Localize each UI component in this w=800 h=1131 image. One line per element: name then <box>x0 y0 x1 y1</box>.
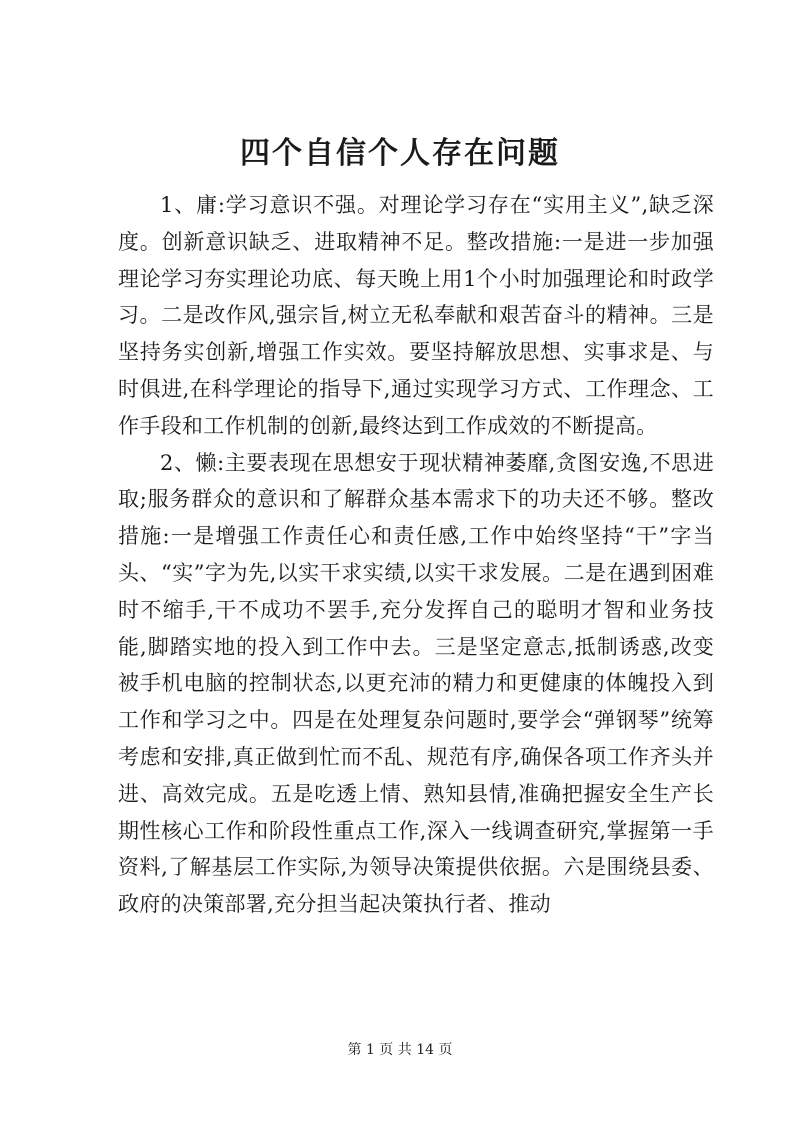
document-body <box>118 187 714 923</box>
document-title: 四个自信个人存在问题 <box>240 136 560 171</box>
paragraph-2: 2、懒:主要表现在思想安于现状精神萎靡,贪图安逸,不思进取;服务群众的意识和了解群众基本需求下的功夫还不够。整改措施:一是增强工作责任心和责任感,工作中始终坚持“干”字当头、“实”字为先,以实干求实绩,以实干求发展。二是在遇到困难时不缩手,干不成功不罢手,充分发挥自己的聪明才智和业务技能,脚踏实地的投入到工作中去。三是坚定意志,抵制诱惑,改变被手机电脑的控制状态,以更充沛的精力和更健康的体魄投入到工作和学习之中。四是在处理复杂问题时,要学会“弹钢琴”统筹考虑和安排,真正做到忙而不乱、规范有序,确保各项工作齐头并进、高效完成。五是吃透上情、熟知县情,准确把握安全生产长期性核心工作和阶段性重点工作,深入一线调查研究,掌握第一手资料,了解基层工作实际,为领导决策提供依据。六是围绕县委、政府的决策部署,充分担当起决策执行者、推动 <box>118 450 714 917</box>
paragraph-1: 1、庸:学习意识不强。对理论学习存在“实用主义”,缺乏深度。创新意识缺乏、进取精神不足。整改措施:一是进一步加强理论学习夯实理论功底、每天晚上用1个小时加强理论和时政学习。二是改作风,强宗旨,树立无私奉献和艰苦奋斗的精神。三是坚持务实创新,增强工作实效。要坚持解放思想、实事求是、与时俱进,在科学理论的指导下,通过实现学习方式、工作理念、工作手段和工作机制的创新,最终达到工作成效的不断提高。 <box>118 193 714 438</box>
page-footer: 第 1 页 共 14 页 <box>347 1042 453 1058</box>
